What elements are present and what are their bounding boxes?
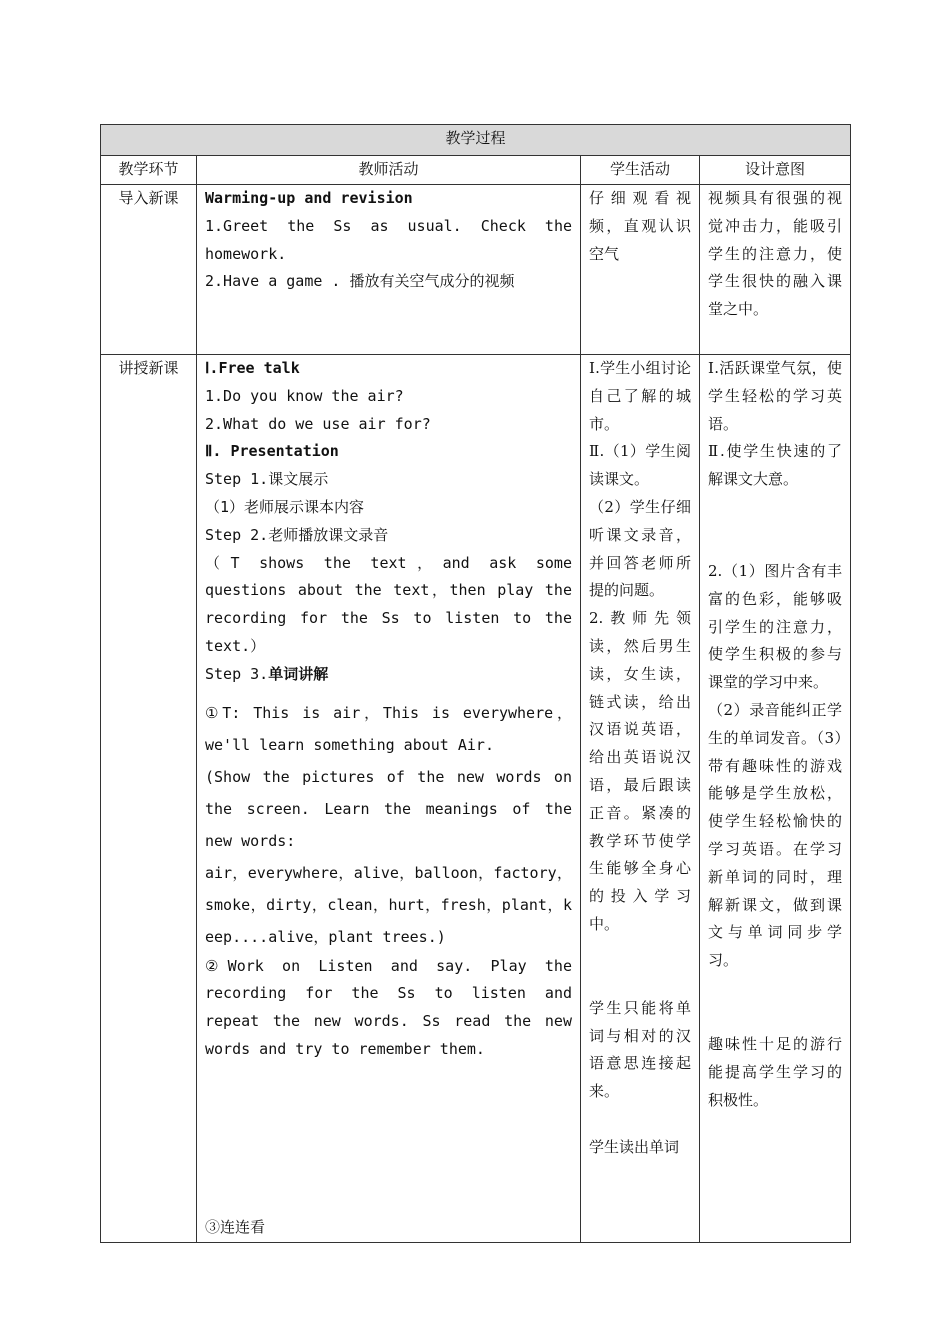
teacher-line: 1.Do you know the air? (205, 386, 404, 405)
student-line: （2）学生仔细听课文录音，并回答老师所提的问题。 (589, 497, 691, 600)
teacher-activity-cell (197, 355, 581, 1243)
stage-cell: 讲授新课 (101, 355, 197, 1243)
step3-prefix: Step 3. (205, 664, 269, 683)
design-intent-cell: 视频具有很强的视觉冲击力，能吸引学生的注意力，使学生很快的融入课堂之中。 (700, 185, 851, 355)
teaching-process-table (100, 124, 851, 1243)
teacher-activity-cell (197, 185, 581, 355)
teacher-line: Step 2.老师播放课文录音 (205, 525, 389, 544)
intent-line: （2）录音能纠正学生的单词发音。（3）带有趣味性的游戏能够是学生放松，使学生轻松愉快的学习英语。在学习新单词的同时，理解新课文，做到课文与单词同步学习。 (708, 700, 843, 970)
teacher-line: （1）老师展示课本内容 (205, 497, 365, 516)
header-row (101, 156, 851, 185)
student-activity-cell (581, 355, 700, 1243)
intent-line: 2.（1）图片含有丰富的色彩，能够吸引学生的注意力，使学生积极的参与课堂的学习中来。 (708, 561, 843, 692)
free-talk-heading: Ⅰ.Free talk (205, 359, 300, 377)
teacher-line: ③连连看 (205, 1217, 266, 1236)
presentation-heading: Ⅱ. Presentation (205, 442, 339, 461)
student-line: 学生只能将单词与相对的汉语意思连接起来。 (589, 998, 691, 1101)
student-line: Ⅰ.学生小组讨论自己了解的城市。 (589, 359, 691, 433)
table-row (101, 355, 851, 1243)
student-line: 2.教师先领读，然后男生读，女生读，链式读，给出汉语说英语，给出英语说汉语，最后跟读正音。紧凑的教学环节使学生能够全身心的投入学习中。 (589, 609, 691, 933)
header-student-activity: 学生活动 (581, 156, 700, 185)
step3-bold: 单词讲解 (268, 664, 329, 683)
header-teacher-activity: 教师活动 (197, 156, 581, 185)
student-line: Ⅱ.（1）学生阅读课文。 (589, 442, 691, 489)
teacher-line: Step 1.课文展示 (205, 470, 329, 489)
vocabulary-list: air，everywhere，alive，balloon，factory，smoke，dirty，clean，hurt，fresh，plant，keep....alive，plant trees.) (205, 863, 572, 946)
header-design-intent: 设计意图 (700, 156, 851, 185)
student-line: 学生读出单词 (589, 1137, 680, 1156)
teacher-line: (Show the pictures of the new words on the screen. Learn the meanings of the new words: (205, 767, 572, 850)
intent-line: Ⅱ.使学生快速的了解课文大意。 (708, 442, 843, 489)
design-intent-cell (700, 355, 851, 1243)
stage-cell: 导入新课 (101, 185, 197, 355)
table-row (101, 185, 851, 355)
warmup-heading: Warming-up and revision (205, 189, 413, 207)
step3-line (205, 661, 572, 689)
table-title: 教学过程 (101, 125, 851, 156)
intent-line: 趣味性十足的游行能提高学生学习的积极性。 (708, 1034, 843, 1109)
teacher-line: 1.Greet the Ss as usual. Check the homework. (205, 216, 572, 263)
teacher-line: ②Work on Listen and say. Play the recording for the Ss to listen and repeat the new words. Ss read the new words and try to remember them. (205, 956, 572, 1058)
teacher-line: 2.What do we use air for? (205, 414, 431, 433)
teacher-line: 2.Have a game . 播放有关空气成分的视频 (205, 272, 515, 291)
intent-line: Ⅰ.活跃课堂气氛，使学生轻松的学习英语。 (708, 359, 843, 433)
teacher-line: （T shows the text，and ask some questions about the text，then play the recording for the Ss to listen to the text.） (205, 553, 572, 655)
teacher-line: ①T: This is air，This is everywhere，we'll learn something about Air. (205, 703, 572, 754)
student-activity-cell: 仔细观看视频，直观认识空气 (581, 185, 700, 355)
header-stage: 教学环节 (101, 156, 197, 185)
